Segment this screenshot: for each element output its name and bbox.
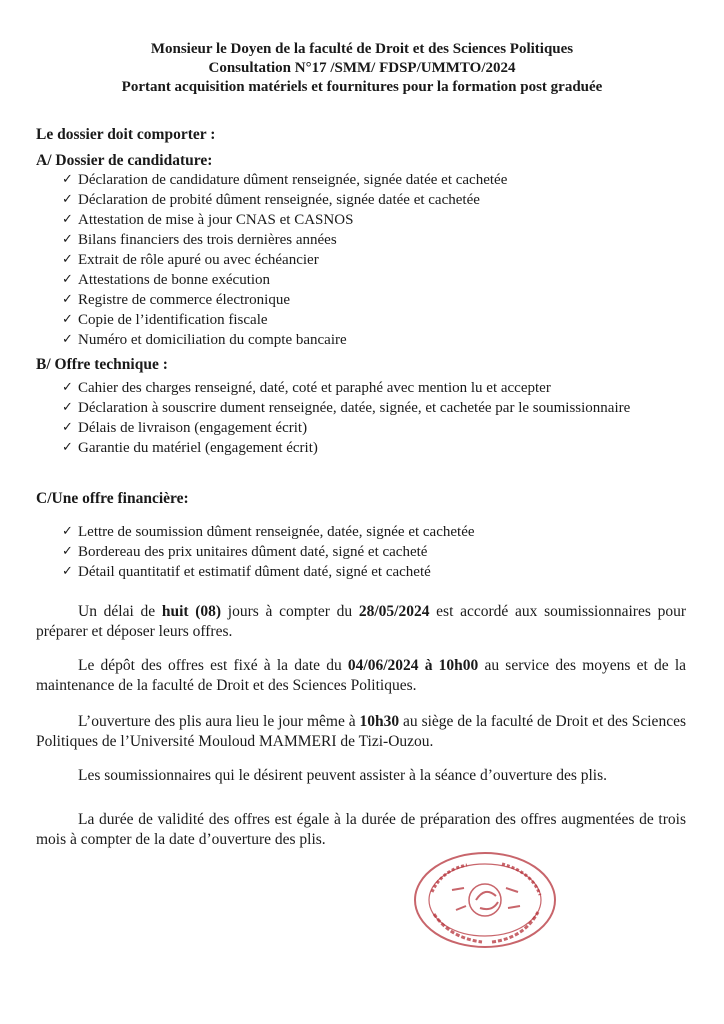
section-b-title: B/ Offre technique : bbox=[36, 356, 168, 373]
submission-datetime: 04/06/2024 à 10h00 bbox=[347, 657, 479, 674]
paragraph-deadline: Un délai de huit (08) jours à compter du 28/05/2024 est accordé aux soumissionnaires pour préparer et déposer leurs offres. bbox=[36, 603, 686, 640]
list-item: ✓ Délais de livraison (engagement écrit) bbox=[62, 420, 308, 436]
official-stamp bbox=[412, 850, 558, 950]
header-subject: Portant acquisition matériels et fournitures pour la formation post graduée bbox=[121, 79, 603, 95]
header-recipient: Monsieur le Doyen de la faculté de Droit et des Sciences Politiques bbox=[150, 41, 574, 57]
list-item: ✓ Lettre de soumission dûment renseignée, datée, signée et cachetée bbox=[62, 524, 475, 540]
list-item: ✓ Attestation de mise à jour CNAS et CASNOS bbox=[62, 212, 354, 228]
check-icon: ✓ bbox=[62, 232, 73, 247]
check-icon: ✓ bbox=[62, 272, 73, 287]
list-item: ✓ Bilans financiers des trois dernières années bbox=[62, 232, 337, 248]
check-icon: ✓ bbox=[62, 440, 73, 455]
check-icon: ✓ bbox=[62, 192, 73, 207]
check-icon: ✓ bbox=[62, 292, 73, 307]
document-header bbox=[0, 40, 724, 97]
check-icon: ✓ bbox=[62, 420, 73, 435]
paragraph-attendance: Les soumissionnaires qui le désirent peuvent assister à la séance d’ouverture des plis. bbox=[78, 767, 608, 784]
check-icon: ✓ bbox=[62, 212, 73, 227]
check-icon: ✓ bbox=[62, 400, 73, 415]
check-icon: ✓ bbox=[62, 544, 73, 559]
section-a-title: A/ Dossier de candidature: bbox=[36, 152, 213, 169]
list-item: ✓ Cahier des charges renseigné, daté, coté et paraphé avec mention lu et accepter bbox=[62, 380, 551, 396]
paragraph-validity: La durée de validité des offres est égale à la durée de préparation des offres augmentées de trois mois à compter de la date d’ouverture des plis. bbox=[36, 811, 686, 848]
list-item: ✓ Copie de l’identification fiscale bbox=[62, 312, 268, 328]
section-a-list bbox=[62, 170, 507, 350]
dossier-intro: Le dossier doit comporter : bbox=[36, 126, 216, 143]
list-item: ✓ Déclaration de candidature dûment renseignée, signée datée et cachetée bbox=[62, 172, 508, 188]
start-date: 28/05/2024 bbox=[358, 603, 430, 620]
paragraph-submission: Le dépôt des offres est fixé à la date du 04/06/2024 à 10h00 au service des moyens et de la maintenance de la faculté de Droit et des Sciences Politiques. bbox=[36, 657, 687, 694]
check-icon: ✓ bbox=[62, 524, 73, 539]
check-icon: ✓ bbox=[62, 312, 73, 327]
list-item: ✓ Détail quantitatif et estimatif dûment daté, signé et cacheté bbox=[62, 564, 431, 580]
list-item: ✓ Déclaration à souscrire dument renseignée, datée, signée, et cachetée par le soumissionnaire bbox=[62, 400, 631, 416]
list-item: ✓ Numéro et domiciliation du compte bancaire bbox=[62, 332, 347, 348]
list-item: ✓ Garantie du matériel (engagement écrit) bbox=[62, 440, 318, 456]
section-c-list bbox=[62, 522, 475, 582]
check-icon: ✓ bbox=[62, 172, 73, 187]
check-icon: ✓ bbox=[62, 380, 73, 395]
header-consultation-ref: Consultation N°17 /SMM/ FDSP/UMMTO/2024 bbox=[208, 60, 516, 76]
check-icon: ✓ bbox=[62, 564, 73, 579]
check-icon: ✓ bbox=[62, 252, 73, 267]
paragraph-opening: L’ouverture des plis aura lieu le jour même à 10h30 au siège de la faculté de Droit et des Sciences Politiques de l’Université Mouloud MAMMERI de Tizi-Ouzou. bbox=[36, 713, 686, 750]
list-item: ✓ Bordereau des prix unitaires dûment daté, signé et cacheté bbox=[62, 544, 428, 560]
opening-time: 10h30 bbox=[359, 713, 400, 730]
list-item: ✓ Déclaration de probité dûment renseignée, signée datée et cachetée bbox=[62, 192, 480, 208]
section-c-title: C/Une offre financière: bbox=[36, 490, 189, 507]
section-b-list bbox=[62, 378, 678, 458]
duration-days: huit (08) bbox=[161, 603, 222, 620]
list-item: ✓ Extrait de rôle apuré ou avec échéancier bbox=[62, 252, 319, 268]
check-icon: ✓ bbox=[62, 332, 73, 347]
list-item: ✓ Registre de commerce électronique bbox=[62, 292, 290, 308]
list-item: ✓ Attestations de bonne exécution bbox=[62, 272, 271, 288]
